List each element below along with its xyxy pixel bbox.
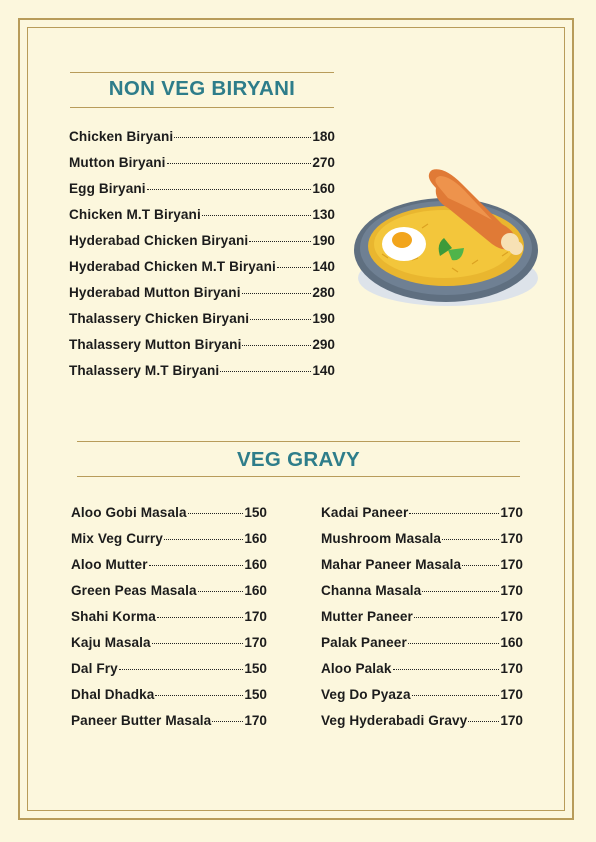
- menu-item-price: 170: [500, 557, 523, 572]
- dot-leader: [422, 591, 499, 592]
- dot-leader: [155, 695, 243, 696]
- dot-leader: [393, 669, 500, 670]
- menu-item: [321, 531, 523, 546]
- dot-leader: [212, 721, 243, 722]
- menu-item: [69, 129, 335, 144]
- menu-item-name: Dal Fry: [71, 661, 118, 676]
- dot-leader: [152, 643, 244, 644]
- menu-item-name: Channa Masala: [321, 583, 422, 598]
- menu-item-name: Veg Do Pyaza: [321, 687, 411, 702]
- menu-item-price: 160: [244, 557, 267, 572]
- dot-leader: [174, 137, 311, 138]
- menu-item-price: 170: [244, 713, 267, 728]
- menu-item-name: Palak Paneer: [321, 635, 407, 650]
- dot-leader: [147, 189, 312, 190]
- menu-item-price: 150: [244, 505, 267, 520]
- menu-item: [69, 285, 335, 300]
- menu-item-price: 160: [244, 583, 267, 598]
- menu-item-name: Paneer Butter Masala: [71, 713, 212, 728]
- dot-leader: [409, 513, 499, 514]
- menu-item-price: 140: [312, 259, 335, 274]
- section-rule-bottom: [70, 107, 334, 108]
- menu-item: [69, 311, 335, 326]
- menu-item-name: Mahar Paneer Masala: [321, 557, 462, 572]
- menu-item-name: Egg Biryani: [69, 181, 146, 196]
- dot-leader: [202, 215, 311, 216]
- dot-leader: [242, 345, 311, 346]
- section-title-non-veg-biryani: NON VEG BIRYANI: [108, 77, 296, 100]
- menu-item-name: Aloo Palak: [321, 661, 392, 676]
- menu-item-price: 170: [500, 609, 523, 624]
- dot-leader: [198, 591, 244, 592]
- menu-item-name: Hyderabad Chicken M.T Biryani: [69, 259, 276, 274]
- menu-item: [71, 557, 267, 572]
- menu-item-name: Thalassery Mutton Biryani: [69, 337, 242, 352]
- dot-leader: [468, 721, 499, 722]
- menu-item-price: 130: [312, 207, 335, 222]
- biryani-plate-icon: [352, 168, 542, 318]
- menu-item-price: 160: [500, 635, 523, 650]
- dot-leader: [167, 163, 312, 164]
- menu-item: [321, 609, 523, 624]
- menu-item: [321, 505, 523, 520]
- menu-item-price: 170: [500, 531, 523, 546]
- menu-item-price: 150: [244, 687, 267, 702]
- dot-leader: [250, 319, 311, 320]
- menu-item: [69, 181, 335, 196]
- menu-item-name: Kadai Paneer: [321, 505, 409, 520]
- menu-item-name: Mutter Paneer: [321, 609, 413, 624]
- dot-leader: [242, 293, 312, 294]
- menu-item-name: Chicken M.T Biryani: [69, 207, 201, 222]
- menu-item-price: 190: [312, 233, 335, 248]
- menu-item-price: 140: [312, 363, 335, 378]
- menu-item-name: Mutton Biryani: [69, 155, 166, 170]
- dot-leader: [119, 669, 244, 670]
- section-rule-bottom: [77, 476, 520, 477]
- menu-item: [71, 505, 267, 520]
- dot-leader: [408, 643, 499, 644]
- menu-item-price: 160: [312, 181, 335, 196]
- menu-item: [321, 687, 523, 702]
- menu-item: [71, 635, 267, 650]
- dot-leader: [414, 617, 499, 618]
- section-rule-top: [77, 441, 520, 442]
- menu-item-price: 290: [312, 337, 335, 352]
- section-title-veg-gravy: VEG GRAVY: [236, 448, 361, 471]
- menu-item-price: 280: [312, 285, 335, 300]
- menu-item-name: Veg Hyderabadi Gravy: [321, 713, 468, 728]
- menu-item: [69, 155, 335, 170]
- dot-leader: [277, 267, 311, 268]
- menu-item-name: Hyderabad Chicken Biryani: [69, 233, 249, 248]
- menu-item-price: 150: [244, 661, 267, 676]
- dot-leader: [149, 565, 244, 566]
- menu-item-name: Chicken Biryani: [69, 129, 174, 144]
- dot-leader: [249, 241, 311, 242]
- menu-item: [321, 583, 523, 598]
- menu-item: [69, 259, 335, 274]
- menu-item-name: Aloo Mutter: [71, 557, 148, 572]
- menu-item-name: Aloo Gobi Masala: [71, 505, 187, 520]
- menu-item-price: 190: [312, 311, 335, 326]
- menu-item-price: 170: [500, 661, 523, 676]
- menu-item-price: 170: [244, 609, 267, 624]
- menu-item: [71, 687, 267, 702]
- menu-item-name: Shahi Korma: [71, 609, 156, 624]
- menu-item: [71, 583, 267, 598]
- menu-item-name: Thalassery Chicken Biryani: [69, 311, 250, 326]
- menu-item-name: Hyderabad Mutton Biryani: [69, 285, 241, 300]
- menu-item: [321, 557, 523, 572]
- menu-item: [71, 661, 267, 676]
- menu-item: [321, 713, 523, 728]
- menu-item: [71, 531, 267, 546]
- dot-leader: [462, 565, 499, 566]
- menu-item: [71, 609, 267, 624]
- menu-item-name: Thalassery M.T Biryani: [69, 363, 220, 378]
- menu-item: [69, 233, 335, 248]
- menu-item-price: 180: [312, 129, 335, 144]
- dot-leader: [157, 617, 243, 618]
- menu-item-price: 170: [500, 583, 523, 598]
- menu-item-name: Green Peas Masala: [71, 583, 197, 598]
- dot-leader: [412, 695, 500, 696]
- menu-item: [71, 713, 267, 728]
- menu-item-price: 170: [500, 687, 523, 702]
- menu-item: [321, 661, 523, 676]
- menu-item: [69, 363, 335, 378]
- dot-leader: [442, 539, 499, 540]
- menu-item-price: 170: [244, 635, 267, 650]
- menu-item-price: 160: [244, 531, 267, 546]
- dot-leader: [220, 371, 311, 372]
- menu-item: [69, 207, 335, 222]
- menu-item: [69, 337, 335, 352]
- menu-item-name: Dhal Dhadka: [71, 687, 155, 702]
- menu-item-price: 170: [500, 505, 523, 520]
- dot-leader: [188, 513, 244, 514]
- menu-item-name: Mix Veg Curry: [71, 531, 163, 546]
- dot-leader: [164, 539, 243, 540]
- menu-item-name: Kaju Masala: [71, 635, 151, 650]
- menu-item: [321, 635, 523, 650]
- section-rule-top: [70, 72, 334, 73]
- menu-item-price: 270: [312, 155, 335, 170]
- menu-item-price: 170: [500, 713, 523, 728]
- menu-item-name: Mushroom Masala: [321, 531, 442, 546]
